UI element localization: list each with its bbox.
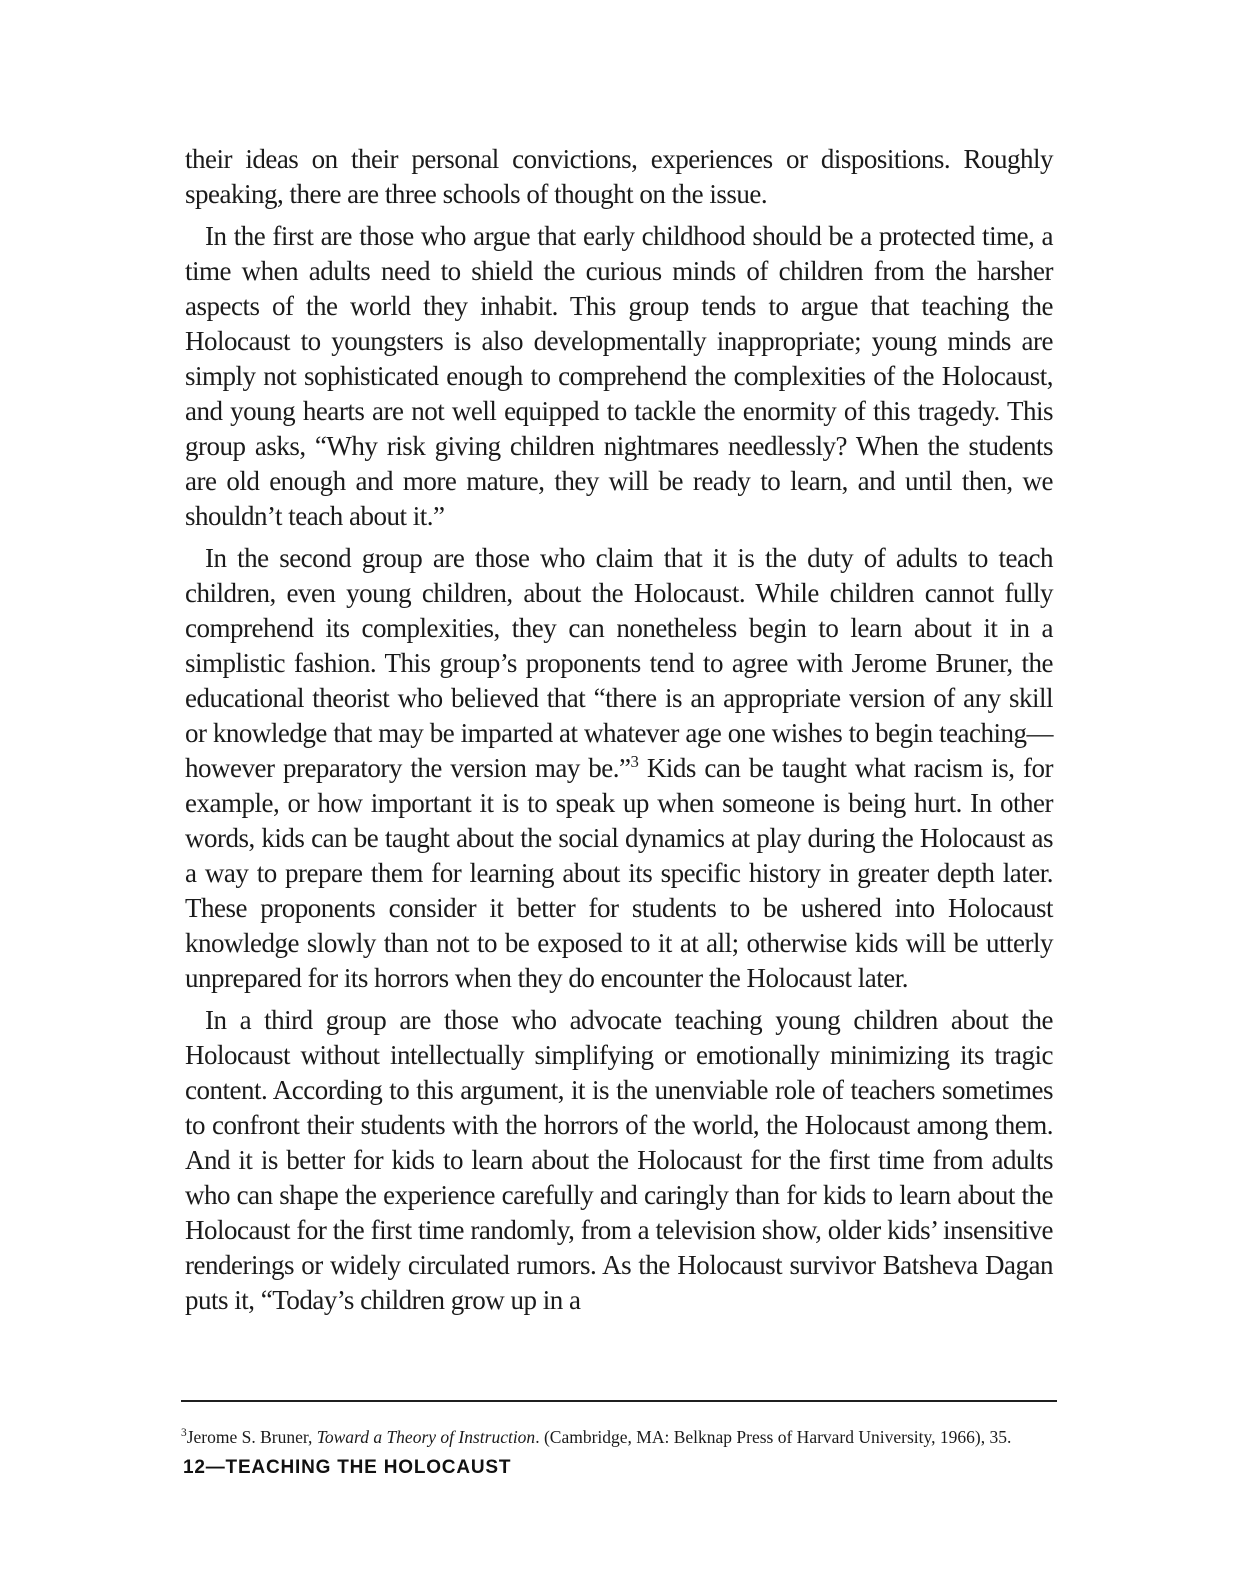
paragraph-continuation: their ideas on their personal convictions, experiences or dispositions. Roughly speaking, there are three schools of thought on the issue. bbox=[185, 144, 1053, 209]
footnote bbox=[181, 1426, 1081, 1448]
running-footer bbox=[183, 1457, 511, 1479]
paragraph-text-after-footnote-ref: Kids can be taught what racism is, for example, or how important it is to speak up when someone is being hurt. In other words, kids can be taught about the social dynamics at play during the Holocaust as a way to prepare them for learning about its specific history in greater depth later. These proponents consider it better for students to be ushered into Holocaust knowledge slowly than not to be exposed to it at all; otherwise kids will be utterly unprepared for its horrors when they do encounter the Holocaust later. bbox=[185, 753, 1053, 993]
footnote-reference-3: 3 bbox=[630, 752, 639, 771]
footnote-marker: 3 bbox=[181, 1426, 187, 1439]
footnote-publication-info: . (Cambridge, MA: Belknap Press of Harvard University, 1966), 35. bbox=[535, 1426, 1012, 1447]
footnote-book-title: Toward a Theory of Instruction bbox=[316, 1426, 536, 1447]
footnote-author: Jerome S. Bruner, bbox=[186, 1426, 317, 1447]
paragraph-text-before-footnote-ref: In the second group are those who claim that it is the duty of adults to teach children, even young children, about the Holocaust. While children cannot fully comprehend its complexities, they can nonetheless begin to learn about it in a simplistic fashion. This group’s proponents tend to agree with Jerome Bruner, the educational theorist who believed that “there is an appropriate version of any skill or knowledge that may be imparted at whatever age one wishes to begin teaching—however preparatory the version may be.” bbox=[185, 543, 1053, 783]
footer-book-title: TEACHING THE HOLOCAUST bbox=[225, 1457, 512, 1478]
footer-separator: — bbox=[205, 1457, 226, 1478]
footnote-divider-rule bbox=[181, 1400, 1057, 1402]
body-text bbox=[185, 142, 1053, 1325]
paragraph-second-school bbox=[185, 541, 1053, 996]
paragraph-third-school: In a third group are those who advocate teaching young children about the Holocaust without intellectually simplifying or emotionally minimizing its tragic content. According to this argument, it is the unenviable role of teachers sometimes to confront their students with the horrors of the world, the Holocaust among them. And it is better for kids to learn about the Holocaust for the first time from adults who can shape the experience carefully and caringly than for kids to learn about the Holocaust for the first time randomly, from a television show, older kids’ insensitive renderings or widely circulated rumors. As the Holocaust survivor Batsheva Dagan puts it, “Today’s children grow up in a bbox=[185, 1005, 1053, 1315]
paragraph-first-school: In the first are those who argue that early childhood should be a protected time, a time when adults need to shield the curious minds of children from the harsher aspects of the world they inhabit. This group tends to argue that teaching the Holocaust to youngsters is also developmentally inappropriate; young minds are simply not sophisticated enough to comprehend the complexities of the Holocaust, and young hearts are not well equipped to tackle the enormity of this tragedy. This group asks, “Why risk giving children nightmares needlessly? When the students are old enough and more mature, they will be ready to learn, and until then, we shouldn’t teach about it.” bbox=[185, 221, 1053, 531]
page-number: 12 bbox=[183, 1457, 206, 1478]
